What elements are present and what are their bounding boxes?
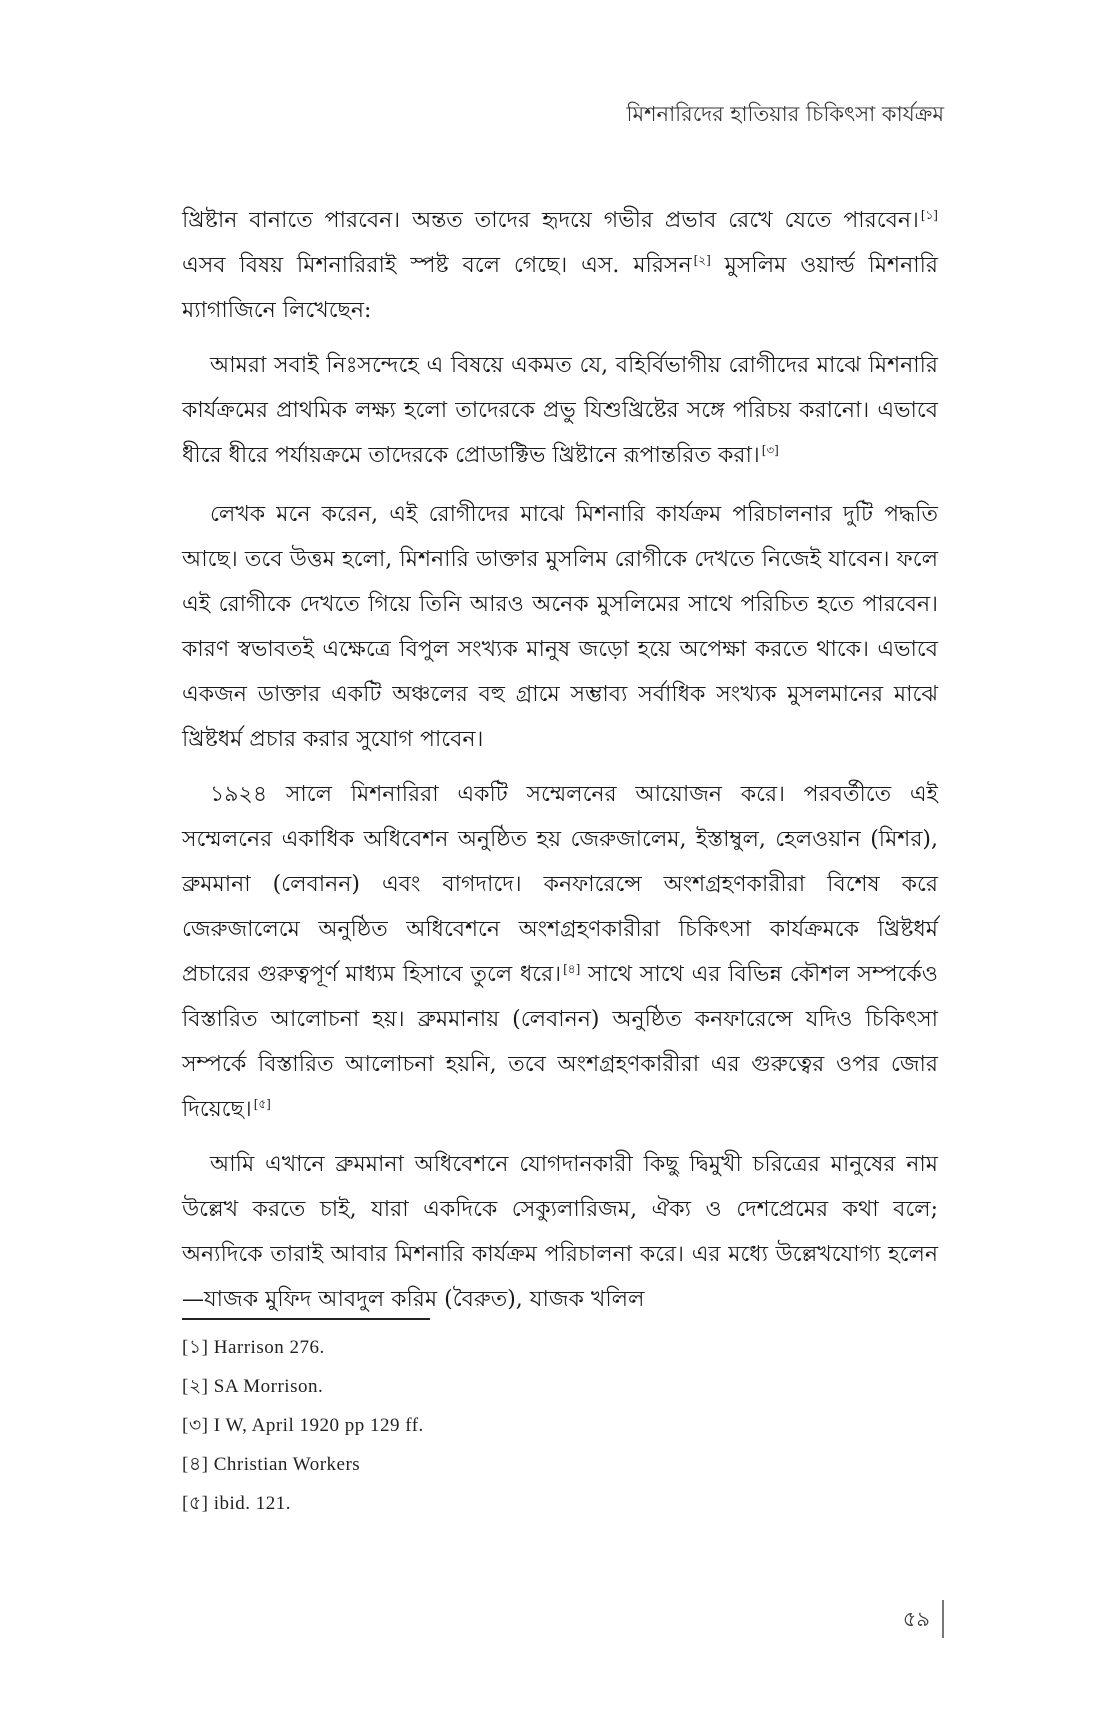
footnote-marker-5[interactable]: [৫] <box>253 1096 271 1111</box>
paragraph-3-text-a: ১৯২৪ সালে মিশনারিরা একটি সম্মেলনের আয়োজন করে। পরবর্তীতে এই সম্মেলনের একাধিক অধিবেশন অনুষ্ঠিত হয় জেরুজালেম, ইস্তাম্বুল, হেলওয়ান (মিশর), ব্রুমমানা (লেবানন) এবং বাগদাদে। কনফারেন্সে অংশগ্রহণকারীরা বিশেষ করে জেরুজালেমে অনুষ্ঠিত অধিবেশনে অংশগ্রহণকারীরা চিকিৎসা কার্যক্রমকে খ্রিষ্টধর্ম প্রচারের গুরুত্বপূর্ণ মাধ্যম হিসাবে তুলে ধরে। <box>182 782 938 987</box>
paragraph-3 <box>182 772 938 1132</box>
footnote-marker-1[interactable]: [১] <box>920 207 938 222</box>
footnote-1: [১] Harrison 276. <box>182 1337 325 1358</box>
paragraph-3-text-b: সাথে সাথে এর বিভিন্ন কৌশল সম্পর্কেও বিস্তারিত আলোচনা হয়। ব্রুমমানায় (লেবানন) অনুষ্ঠিত কনফারেন্সে যদিও চিকিৎসা সম্পর্কে বিস্তারিত আলোচনা হয়নি, তবে অংশগ্রহণকারীরা এর গুরুত্বের ওপর জোর দিয়েছে। <box>182 962 938 1122</box>
paragraph-1-text-c: মুসলিম ওয়ার্ল্ড মিশনারি ম্যাগাজিনে লিখেছেন: <box>182 253 938 323</box>
footnote-divider <box>182 1318 430 1320</box>
footnote-marker-3[interactable]: [৩] <box>761 442 779 457</box>
main-text <box>182 198 938 1332</box>
running-head-title: মিশনারিদের হাতিয়ার চিকিৎসা কার্যক্রম <box>626 102 944 126</box>
paragraph-1-text-b: এসব বিষয় মিশনারিরাই স্পষ্ট বলে গেছে। এস. মরিসন <box>182 253 692 278</box>
paragraph-1 <box>182 198 938 333</box>
footnote-4: [৪] Christian Workers <box>182 1454 361 1475</box>
paragraph-1-text-a: খ্রিষ্টান বানাতে পারবেন। অন্তত তাদের হৃদয়ে গভীর প্রভাব রেখে যেতে পারবেন। <box>182 208 919 233</box>
footnote-2: [২] SA Morrison. <box>182 1376 324 1397</box>
paragraph-2: লেখক মনে করেন, এই রোগীদের মাঝে মিশনারি কার্যক্রম পরিচালনার দুটি পদ্ধতি আছে। তবে উত্তম হলো, মিশনারি ডাক্তার মুসলিম রোগীকে দেখতে নিজেই যাবেন। ফলে এই রোগীকে দেখতে গিয়ে তিনি আরও অনেক মুসলিমের সাথে পরিচিত হতে পারবেন। কারণ স্বভাবতই এক্ষেত্রে বিপুল সংখ্যক মানুষ জড়ো হয়ে অপেক্ষা করতে থাকে। এভাবে একজন ডাক্তার একটি অঞ্চলের বহু গ্রামে সম্ভাব্য সর্বাধিক সংখ্যক মুসলমানের মাঝে খ্রিষ্টধর্ম প্রচার করার সুযোগ পাবেন। <box>182 502 938 752</box>
block-quote <box>182 343 938 478</box>
footnote-marker-2[interactable]: [২] <box>693 252 711 267</box>
block-quote-text: আমরা সবাই নিঃসন্দেহে এ বিষয়ে একমত যে, বহির্বিভাগীয় রোগীদের মাঝে মিশনারি কার্যক্রমের প্রাথমিক লক্ষ্য হলো তাদেরকে প্রভু যিশুখ্রিষ্টের সঙ্গে পরিচয় করানো। এভাবে ধীরে ধীরে পর্যায়ক্রমে তাদেরকে প্রোডাক্টিভ খ্রিষ্টানে রূপান্তরিত করা। <box>182 353 938 468</box>
footnote-marker-4[interactable]: [৪] <box>563 961 581 976</box>
paragraph-4: আমি এখানে ব্রুমমানা অধিবেশনে যোগদানকারী কিছু দ্বিমুখী চরিত্রের মানুষের নাম উল্লেখ করতে চাই, যারা একদিকে সেক্যুলারিজম, ঐক্য ও দেশপ্রেমের কথা বলে; অন্যদিকে তারাই আবার মিশনারি কার্যক্রম পরিচালনা করে। এর মধ্যে উল্লেখযোগ্য হলেন—যাজক মুফিদ আবদুল করিম (বৈরুত), যাজক খলিল <box>182 1152 938 1312</box>
footnotes <box>182 1328 938 1523</box>
footnote-3: [৩] I W, April 1920 pp 129 ff. <box>182 1415 424 1436</box>
footnote-5: [৫] ibid. 121. <box>182 1493 292 1514</box>
page-number: ৫৯ <box>903 1600 944 1638</box>
